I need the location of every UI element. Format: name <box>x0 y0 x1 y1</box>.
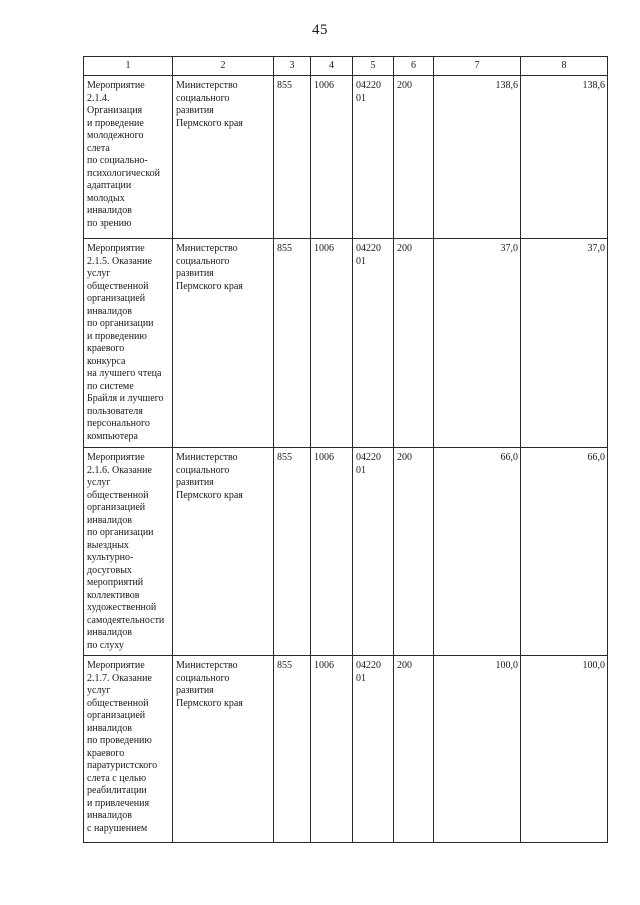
expense-type-cell: 200 <box>394 239 434 448</box>
executor-cell: Министерство социального развития Пермского края <box>173 656 274 843</box>
expense-type-cell: 200 <box>394 76 434 239</box>
activity-cell: Мероприятие 2.1.4. Организация и проведение молодежного слета по социально- психологической адаптации молодых инвалидов по зрению <box>84 76 173 239</box>
activity-cell: Мероприятие 2.1.5. Оказание услуг общественной организацией инвалидов по организации и проведению краевого конкурса на лучшего чтеца по системе Брайля и лучшего пользователя персонального компьютера <box>84 239 173 448</box>
ministry-code-cell: 855 <box>274 239 311 448</box>
section-code-cell: 1006 <box>311 448 353 656</box>
budget-table <box>83 56 608 843</box>
section-code-cell: 1006 <box>311 76 353 239</box>
executor-cell: Министерство социального развития Пермского края <box>173 239 274 448</box>
table-row <box>84 656 608 843</box>
amount-cell-7: 66,0 <box>434 448 521 656</box>
activity-cell: Мероприятие 2.1.7. Оказание услуг общественной организацией инвалидов по проведению краевого паратуристского слета с целью реабилитации и привлечения инвалидов с нарушением <box>84 656 173 843</box>
expense-type-cell: 200 <box>394 448 434 656</box>
amount-cell-8: 138,6 <box>521 76 608 239</box>
header-cell-6: 6 <box>394 57 434 76</box>
amount-cell-7: 37,0 <box>434 239 521 448</box>
header-cell-5: 5 <box>353 57 394 76</box>
header-row <box>84 57 608 76</box>
target-article-cell: 04220 01 <box>353 239 394 448</box>
table-row <box>84 76 608 239</box>
section-code-cell: 1006 <box>311 656 353 843</box>
ministry-code-cell: 855 <box>274 656 311 843</box>
target-article-cell: 04220 01 <box>353 448 394 656</box>
expense-type-cell: 200 <box>394 656 434 843</box>
header-cell-4: 4 <box>311 57 353 76</box>
amount-cell-8: 100,0 <box>521 656 608 843</box>
amount-cell-7: 138,6 <box>434 76 521 239</box>
header-cell-3: 3 <box>274 57 311 76</box>
amount-cell-8: 37,0 <box>521 239 608 448</box>
target-article-cell: 04220 01 <box>353 76 394 239</box>
activity-cell: Мероприятие 2.1.6. Оказание услуг общественной организацией инвалидов по организации выездных культурно- досуговых мероприятий коллективов художественной самодеятельности инвалидов по слуху <box>84 448 173 656</box>
executor-cell: Министерство социального развития Пермского края <box>173 448 274 656</box>
table-row <box>84 239 608 448</box>
amount-cell-7: 100,0 <box>434 656 521 843</box>
page-number: 45 <box>312 22 328 38</box>
table-row <box>84 448 608 656</box>
section-code-cell: 1006 <box>311 239 353 448</box>
header-cell-2: 2 <box>173 57 274 76</box>
executor-cell: Министерство социального развития Пермского края <box>173 76 274 239</box>
ministry-code-cell: 855 <box>274 76 311 239</box>
header-cell-7: 7 <box>434 57 521 76</box>
target-article-cell: 04220 01 <box>353 656 394 843</box>
ministry-code-cell: 855 <box>274 448 311 656</box>
amount-cell-8: 66,0 <box>521 448 608 656</box>
header-cell-8: 8 <box>521 57 608 76</box>
header-cell-1: 1 <box>84 57 173 76</box>
